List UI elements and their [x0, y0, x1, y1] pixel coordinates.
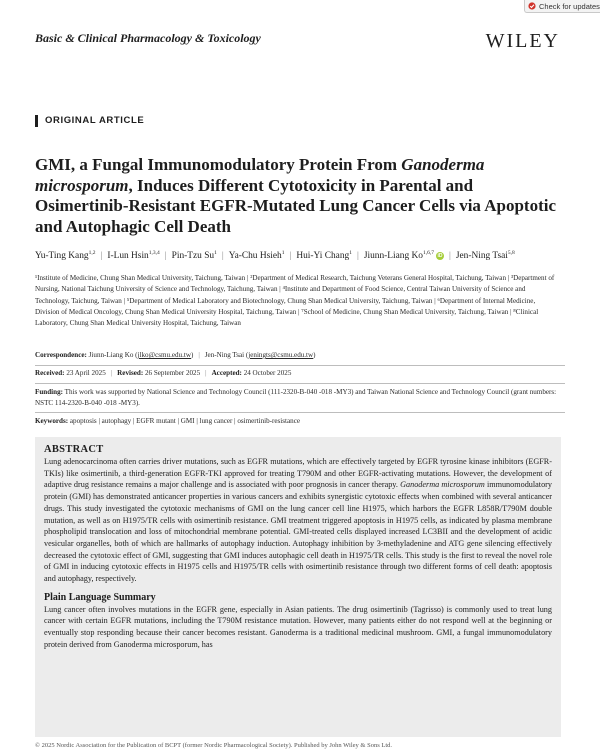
check-for-updates-button[interactable] — [524, 0, 600, 13]
correspondence: Correspondence: Jiunn-Liang Ko (jlko@csmu.edu.tw) | Jen-Ning Tsai (jeningts@csmu.edu.tw) — [35, 351, 316, 359]
author-separator: | — [356, 251, 359, 262]
journal-name: Basic & Clinical Pharmacology & Toxicology — [35, 31, 261, 45]
author-separator: | — [221, 251, 224, 262]
title-part-2: , Induces Different Cytotoxicity in Parental and Osimertinib-Resistant EGFR-Mutated Lung Cancer Cells via Apoptotic and Autophagic Cell Death — [35, 175, 557, 236]
author-separator: | — [164, 251, 167, 262]
author-name[interactable]: Ya-Chu Hsieh$^1$ — [228, 250, 285, 262]
copyright-footer: © 2025 Nordic Association for the Publication of BCPT (former Nordic Pharmacological Society). Published by John Wiley & Sons Ltd. — [35, 742, 393, 749]
author-name[interactable]: I-Lun Hsin$^{1,3,4}$ — [107, 250, 160, 262]
author-separator: | — [448, 251, 451, 262]
divider — [35, 412, 565, 413]
author-list — [35, 250, 575, 261]
title-italic-species: Ganoderma microsporum — [35, 155, 485, 195]
orcid-icon[interactable]: iD — [437, 252, 443, 259]
divider — [35, 365, 565, 366]
author-name[interactable]: Pin-Tzu Su$^1$ — [171, 250, 217, 262]
abstract-section — [35, 437, 561, 737]
article-type-label: ORIGINAL ARTICLE — [35, 115, 144, 127]
abstract-text: Lung adenocarcinoma often carries driver mutations, such as EGFR mutations, which are effectively targeted by EGFR tyrosine kinase inhibitors (EGFR-TKIs) like osimertinib, a third-generation EGFR-TKI approved for treating T790M and other EGFR-activating mutations. However, the development of adaptive drug resistance remains a major challenge and is associated with poor prognosis in cancer therapy. Ganoderma microsporum immunomodulatory protein (GMI) has demonstrated anticancer properties in various cancers and exhibits synergistic cytotoxic effects when combined with several anticancer drugs. This study investigated the cytotoxic mechanisms of GMI on the lung cancer cell line H1975, which harbors the EGFR L858R/T790M double mutation, as well as on H1975/TR cells with osimertinib resistance. GMI treatment triggered apoptosis in H1975 cells, as indicated by plasma membrane phospholipid translocation and loss of mitochondrial membrane potential. GMI-treated cells displayed increased LC3BII and the development of acidic vesicular organelles, both of which are hallmarks of autophagy induction. Autophagy inhibition by 3-methyladenine and ATG gene silencing effectively decreased the cytotoxic effect of GMI, suggesting that GMI induces autophagic cell death in H1975/TR cells. This study is the first to reveal the novel role of GMI in inducing cytotoxic effects in H1975 cells and H1975/TR cells with osimertinib resistance through two different forms of cell death: apoptosis and autophagy, respectively. — [44, 457, 552, 584]
check-for-updates-label: Check for updates — [539, 2, 600, 11]
author-separator: | — [100, 251, 103, 262]
author-name[interactable]: Jen-Ning Tsai$^{5,8}$ — [455, 250, 515, 262]
plain-language-text: Lung cancer often involves mutations in the EGFR gene, especially in Asian patients. The drug osimertinib (Tagrisso) is commonly used to treat lung cancer with certain EGFR mutations, including the T790M resistance mutation. However, many patients either do not respond well at the beginning or eventually stop responding because their cancer becomes resistant. Ganoderma is a traditional medicinal mushroom. GMI, a fungal immunomodulatory protein derived from Ganoderma microsporum, has — [44, 604, 552, 649]
article-dates: Received: 23 April 2025 | Revised: 26 September 2025 | Accepted: 24 October 2025 — [35, 369, 292, 377]
author-name[interactable]: Yu-Ting Kang$^{1,2}$ — [35, 250, 96, 262]
plain-language-heading: Plain Language Summary — [44, 591, 156, 603]
article-title — [35, 155, 565, 237]
author-name[interactable]: Hui-Yi Chang$^1$ — [296, 250, 352, 262]
email-link[interactable]: jeningts@csmu.edu.tw — [248, 351, 314, 359]
email-link[interactable]: jlko@csmu.edu.tw — [137, 351, 191, 359]
title-part-1: GMI, a Fungal Immunomodulatory Protein From — [35, 155, 402, 174]
keywords: Keywords: apoptosis | autophagy | EGFR mutant | GMI | lung cancer | osimertinib-resistance — [35, 417, 301, 425]
check-for-updates-icon — [528, 2, 536, 10]
author-separator: | — [289, 251, 292, 262]
abstract-heading: ABSTRACT — [44, 444, 104, 455]
author-name[interactable]: Jiunn-Liang Ko$^{1,6,7}$ — [363, 250, 434, 262]
funding-statement: Funding: This work was supported by National Science and Technology Council (111-2320-B-040 -018 -MY3) and Taiwan National Science and Technology Council (grant numbers: NSTC 114-2320-B-040 -018 -MY3). — [35, 388, 557, 407]
affiliations: ¹Institute of Medicine, Chung Shan Medical University, Taichung, Taiwan | ²Department of Medical Research, Taichung Veterans General Hospital, Taichung, Taiwan | ³Department of Nursing, National Taichung University of Science and Technology, Taichung, Taiwan | ⁴Institute and Department of Food Science, Central Taiwan University of Science and Technology, Taichung, Taiwan | ⁵Department of Medical Laboratory and Biotechnology, Chung Shan Medical University, Taichung, Taiwan | ⁶Department of Internal Medicine, Division of Medical Oncology, Chung Shan Medical University Hospital, Taichung, Taiwan | ⁷School of Medicine, Chung Shan Medical University, Taichung, Taiwan | ⁸Clinical Laboratory, Chung Shan Medical University Hospital, Taichung, Taiwan — [35, 274, 555, 328]
divider — [35, 383, 565, 384]
publisher-logo: WILEY — [485, 30, 560, 52]
